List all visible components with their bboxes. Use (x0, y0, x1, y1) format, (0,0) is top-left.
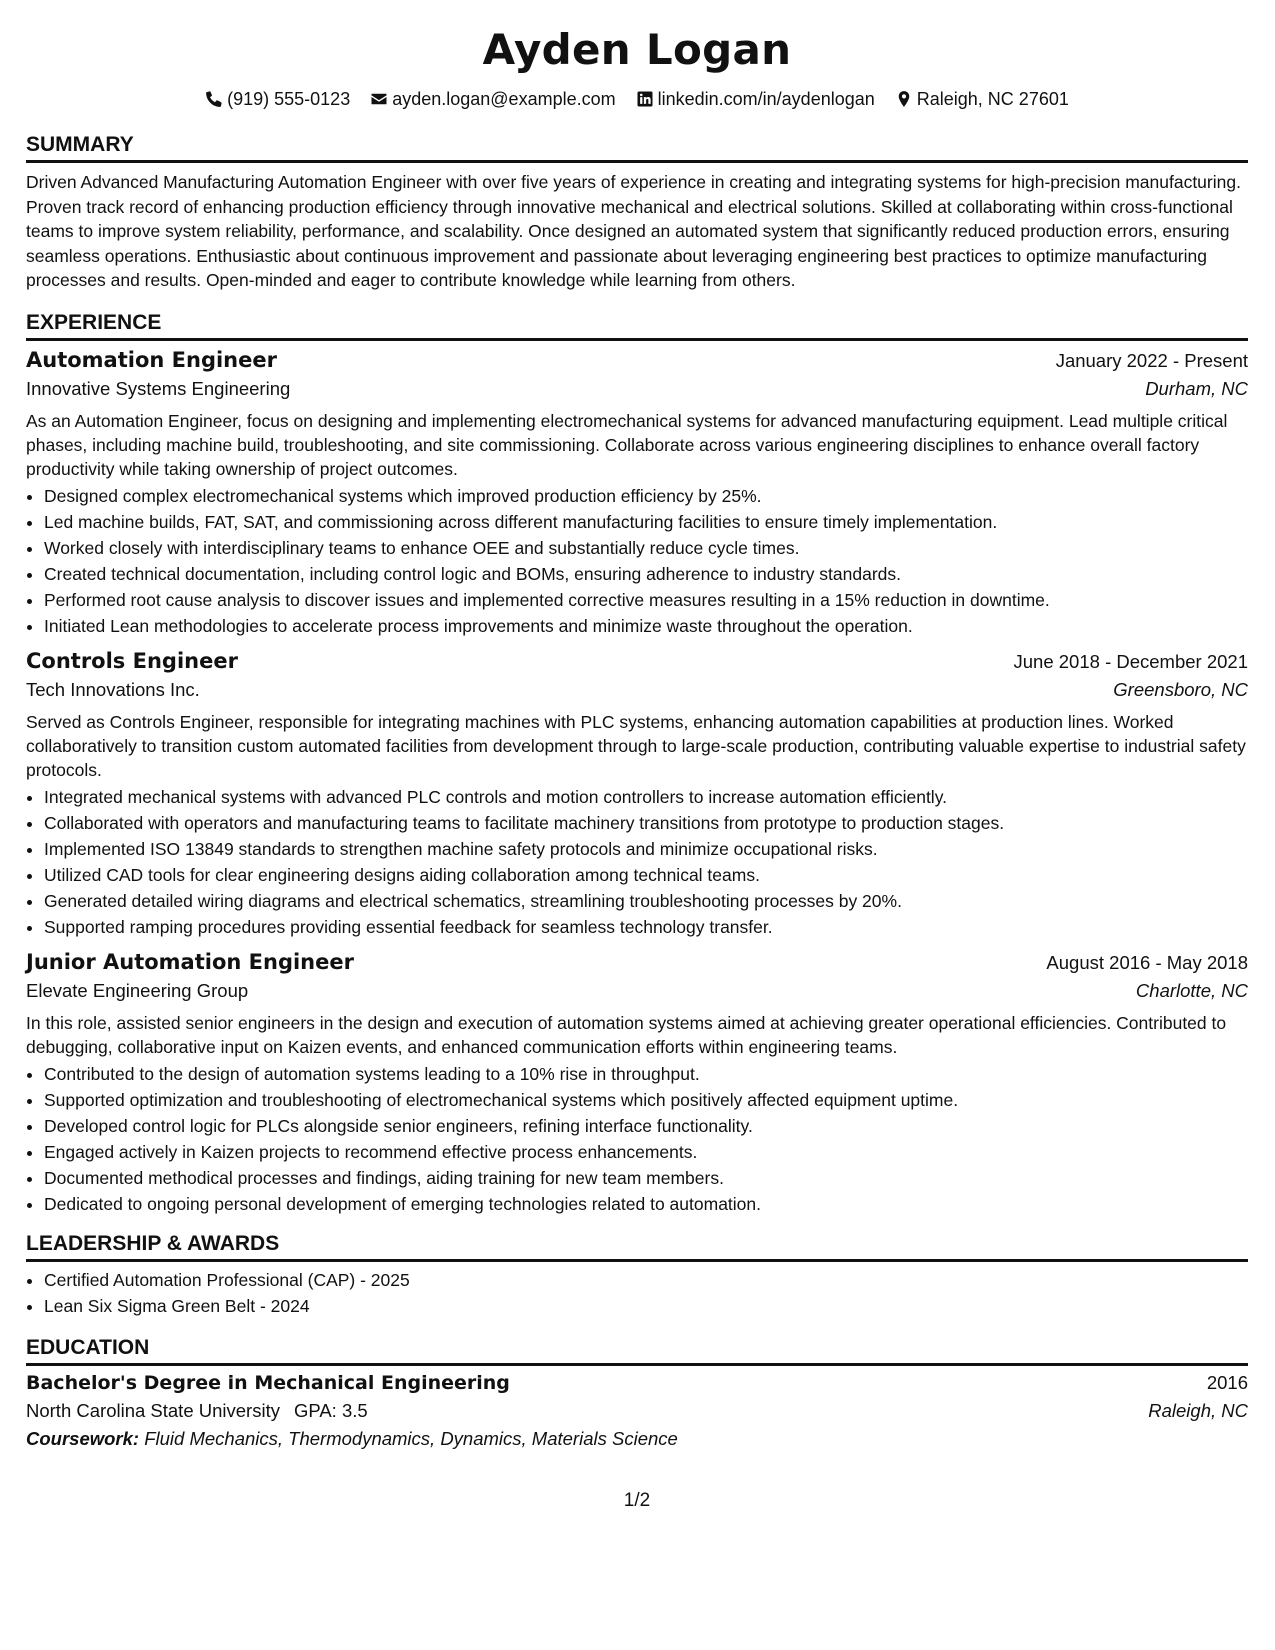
contact-email[interactable] (370, 89, 615, 110)
list-item: • Supported optimization and troubleshooting of electromechanical systems which positively affected equipment uptime. (44, 1087, 1248, 1113)
list-item: • Utilized CAD tools for clear engineering designs aiding collaboration among technical teams. (44, 862, 1248, 888)
list-item: • Implemented ISO 13849 standards to strengthen machine safety protocols and minimize occupational risks. (44, 836, 1248, 862)
job-title: Junior Automation Engineer (26, 949, 354, 974)
list-item: • Integrated mechanical systems with advanced PLC controls and motion controllers to increase automation efficiently. (44, 784, 1248, 810)
education-location: Raleigh, NC (1148, 1399, 1248, 1421)
list-item: • Dedicated to ongoing personal development of emerging technologies related to automation. (44, 1191, 1248, 1217)
map-pin-icon (895, 90, 913, 108)
job-location: Charlotte, NC (1135, 979, 1248, 1001)
section-title-education: EDUCATION (26, 1333, 1248, 1366)
list-item: • Collaborated with operators and manufacturing teams to facilitate machinery transitions from prototype to production stages. (44, 810, 1248, 836)
resume-page (26, 0, 1248, 1650)
envelope-icon (370, 90, 388, 108)
education-degree: Bachelor's Degree in Mechanical Engineering (26, 1371, 510, 1394)
list-item: • Led machine builds, FAT, SAT, and commissioning across different manufacturing facilities to ensure timely implementation. (44, 509, 1248, 535)
job-bullets (26, 784, 1248, 940)
job-company: Elevate Engineering Group (26, 979, 249, 1001)
list-item: • Created technical documentation, including control logic and BOMs, ensuring adherence to industry standards. (44, 561, 1248, 587)
list-item: • Designed complex electromechanical systems which improved production efficiency by 25%. (44, 483, 1248, 509)
job-title: Automation Engineer (26, 347, 277, 372)
phone-text: (919) 555-0123 (227, 88, 351, 109)
contact-bar (26, 86, 1248, 112)
education-year: 2016 (1206, 1371, 1248, 1393)
list-item: • Certified Automation Professional (CAP) - 2025 (44, 1267, 1248, 1293)
list-item: • Supported ramping procedures providing essential feedback for seamless technology transfer. (44, 914, 1248, 940)
education-coursework (26, 1428, 1248, 1450)
summary-section (26, 130, 1248, 293)
job-location: Durham, NC (1145, 377, 1248, 399)
job-dates: June 2018 - December 2021 (1013, 650, 1248, 672)
contact-linkedin[interactable] (636, 89, 875, 110)
coursework-text: Fluid Mechanics, Thermodynamics, Dynamics, Materials Science (144, 1427, 678, 1449)
job-dates: August 2016 - May 2018 (1046, 951, 1248, 973)
summary-text: Driven Advanced Manufacturing Automation Engineer with over five years of experience in creating and integrating systems for high-precision manufacturing. Proven track record of enhancing production efficiency through innovative mechanical and electrical solutions. Skilled at collaborating within cross-functional teams to improve system reliability, performance, and scalability. Once designed an automated system that significantly reduced production errors, ensuring seamless operations. Enthusiastic about continuous improvement and passionate about leveraging engineering best practices to optimize manufacturing processes and results. Open-minded and eager to contribute knowledge while learning from others. (26, 172, 1241, 291)
job-company: Innovative Systems Engineering (26, 377, 291, 399)
education-section (26, 1333, 1248, 1450)
leadership-section (26, 1229, 1248, 1319)
job-company: Tech Innovations Inc. (26, 678, 200, 700)
section-title-experience: EXPERIENCE (26, 308, 1248, 341)
job-description: Served as Controls Engineer, responsible for integrating machines with PLC systems, enhancing automation capabilities at production lines. Worked collaboratively to transition custom automated facilities from development through to large-scale production, contributing valuable expertise to industrial safety protocols. (26, 711, 1246, 780)
education-gpa: GPA: 3.5 (293, 1399, 368, 1421)
list-item: • Initiated Lean methodologies to accelerate process improvements and minimize waste throughout the operation. (44, 613, 1248, 639)
candidate-name: Ayden Logan (482, 25, 792, 74)
email-text: ayden.logan@example.com (392, 88, 616, 109)
list-item: • Documented methodical processes and findings, aiding training for new team members. (44, 1165, 1248, 1191)
list-item: • Lean Six Sigma Green Belt - 2024 (44, 1293, 1248, 1319)
linkedin-text: linkedin.com/in/aydenlogan (657, 88, 875, 109)
list-item: • Generated detailed wiring diagrams and electrical schematics, streamlining troubleshooting processes by 20%. (44, 888, 1248, 914)
list-item: • Contributed to the design of automation systems leading to a 10% rise in throughput. (44, 1061, 1248, 1087)
job-entry (26, 348, 1248, 639)
job-description: As an Automation Engineer, focus on designing and implementing electromechanical systems for advanced manufacturing equipment. Lead multiple critical phases, including machine build, troubleshooting, and site commissioning. Collaborate across various engineering disciplines to enhance overall factory productivity while taking ownership of project outcomes. (26, 410, 1228, 479)
linkedin-icon (636, 90, 654, 108)
job-bullets (26, 1061, 1248, 1217)
job-description: In this role, assisted senior engineers in the design and execution of automation systems aimed at achieving greater operational efficiencies. Contributed to debugging, collaborative input on Kaizen events, and enhanced communication efforts within engineering teams. (26, 1012, 1227, 1057)
contact-location (895, 89, 1069, 110)
phone-icon (205, 90, 223, 108)
experience-section (26, 308, 1248, 1217)
job-entry (26, 649, 1248, 940)
job-bullets (26, 483, 1248, 639)
list-item: • Developed control logic for PLCs alongside senior engineers, refining interface functionality. (44, 1113, 1248, 1139)
contact-phone[interactable] (205, 89, 350, 110)
job-dates: January 2022 - Present (1055, 349, 1248, 371)
job-location: Greensboro, NC (1113, 678, 1248, 700)
list-item: • Performed root cause analysis to discover issues and implemented corrective measures resulting in a 15% reduction in downtime. (44, 587, 1248, 613)
coursework-label: Coursework: (26, 1427, 140, 1449)
list-item: • Worked closely with interdisciplinary teams to enhance OEE and substantially reduce cycle times. (44, 535, 1248, 561)
list-item: • Engaged actively in Kaizen projects to recommend effective process enhancements. (44, 1139, 1248, 1165)
page-number: 1/2 (623, 1490, 651, 1511)
leadership-list (26, 1267, 1248, 1319)
section-title-leadership: LEADERSHIP & AWARDS (26, 1229, 1248, 1262)
job-entry (26, 950, 1248, 1217)
education-school: North Carolina State University (26, 1399, 280, 1421)
section-title-summary: SUMMARY (26, 130, 1248, 163)
location-text: Raleigh, NC 27601 (916, 88, 1069, 109)
job-title: Controls Engineer (26, 648, 238, 673)
